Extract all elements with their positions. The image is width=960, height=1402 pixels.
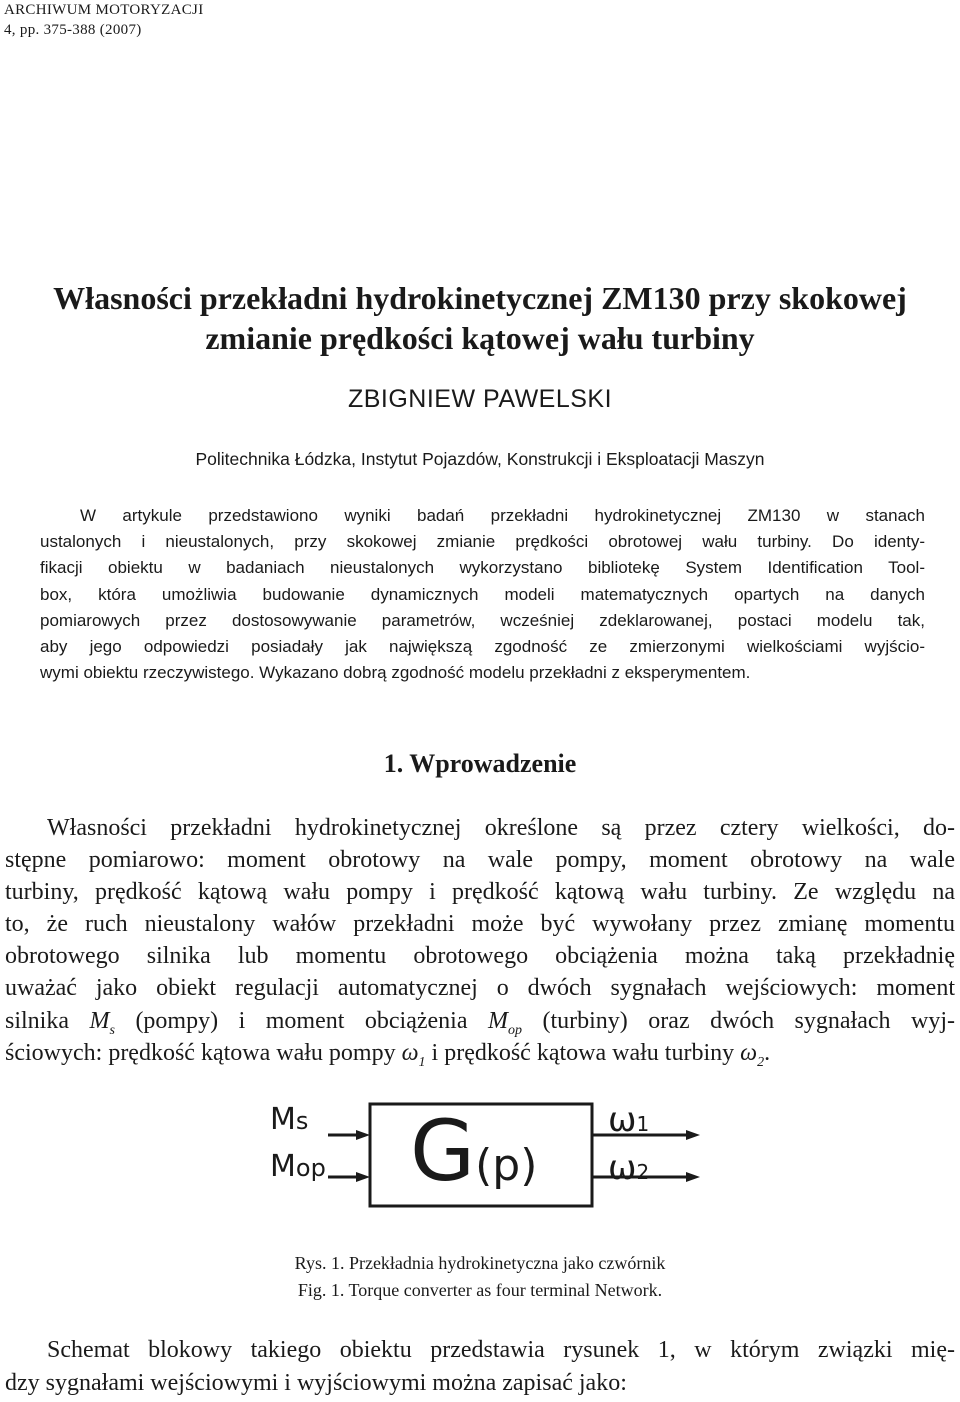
paragraph-line: Schemat blokowy takiego obiektu przedstawia rysunek 1, w którym związki mię- [47, 1337, 955, 1363]
label-subscript: 2 [636, 1160, 650, 1184]
label-letter: M [270, 1149, 296, 1184]
paragraph-line: Własności przekładni hydrokinetycznej określone są przez cztery wielkości, do- [47, 815, 955, 841]
figure-caption-pl: Rys. 1. Przekładnia hydrokinetyczna jako czwórnik [294, 1253, 666, 1273]
paragraph-line [5, 1005, 955, 1037]
label-letter: ω [608, 1100, 637, 1140]
block-label [410, 1096, 537, 1221]
symbol-letter: M [89, 1007, 110, 1034]
label-subscript: op [295, 1154, 326, 1182]
paragraph-line: stępne pomiarowo: moment obrotowy na wale pompy, moment obrotowy na wale [5, 847, 955, 874]
paragraph-line: to, że ruch nieustalony wałów przekładni może być wywołany przez zmianę momentu [5, 911, 955, 938]
paragraph-line: turbiny, prędkość kątową wału pompy i prędkość kątową wału turbiny. Ze względu na [5, 879, 955, 906]
output-label-omega2 [608, 1148, 649, 1188]
abstract-line: pomiarowych przez dostosowywanie parametrów, wcześniej zdeklarowanej, postaci modelu tak, [40, 610, 925, 630]
paragraph-line: obrotowego silnika lub momentu obrotowego obciążenia można taką przekładnię [5, 943, 955, 970]
label-subscript: s [295, 1107, 309, 1135]
label-letter: M [270, 1102, 296, 1137]
symbol-subscript: 1 [418, 1054, 426, 1070]
paper-title [40, 278, 920, 358]
title-line-1: Własności przekładni hydrokinetycznej ZM130 przy skokowej [53, 280, 907, 316]
journal-name: ARCHIWUM MOTORYZACJI [4, 2, 204, 18]
text-run: silnika [5, 1007, 90, 1034]
symbol-mop [488, 1007, 522, 1038]
symbol-letter: M [488, 1007, 508, 1034]
journal-header [4, 0, 203, 40]
output-arrowhead-1 [686, 1130, 700, 1140]
symbol-letter: ω [740, 1039, 758, 1066]
text-run: (turbiny) oraz dwóch sygnałach wyj- [522, 1007, 956, 1034]
figure-caption-en: Fig. 1. Torque converter as four terminal Network. [297, 1280, 663, 1300]
symbol-subscript: 2 [757, 1054, 765, 1070]
block-label-main: G [410, 1102, 476, 1200]
paragraph-line [5, 1037, 955, 1069]
label-subscript: 1 [636, 1112, 650, 1136]
abstract-line: fikacji obiektu w badaniach nieustalonych wykorzystano bibliotekę System Identification Tool- [40, 558, 925, 578]
symbol-omega1 [401, 1039, 426, 1070]
input-arrowhead-1 [356, 1130, 370, 1140]
input-arrowhead-2 [356, 1172, 370, 1182]
section-heading: 1. Wprowadzenie [383, 749, 577, 778]
author-name: ZBIGNIEW PAWELSKI [347, 385, 613, 413]
abstract-line: W artykule przedstawiono wyniki badań przekładni hydrokinetycznej ZM130 w stanach [80, 506, 925, 525]
input-label-mop [270, 1149, 326, 1184]
abstract-line: wymi obiektu rzeczywistego. Wykazano dobrą zgodność modelu przekładni z eksperymentem. [40, 663, 751, 683]
output-label-omega1 [608, 1100, 649, 1140]
text-run: i prędkość kątowa wału turbiny [425, 1039, 741, 1066]
abstract-line: ustalonych i nieustalonych, przy skokowej zmianie prędkości obrotowej wału turbiny. Do identy- [40, 532, 925, 552]
intro-paragraph [5, 812, 955, 1069]
abstract-line: box, która umożliwia budowanie dynamicznych modeli matematycznych opartych na danych [40, 584, 925, 604]
symbol-subscript: op [508, 1022, 522, 1038]
block-label-arg: (p) [475, 1140, 538, 1191]
text-run: (pompy) i moment obciążenia [114, 1007, 488, 1034]
journal-issue: 4, pp. 375-388 (2007) [4, 22, 142, 38]
symbol-ms [89, 1007, 115, 1038]
input-label-ms [270, 1102, 308, 1137]
title-line-2: zmianie prędkości kątowej wału turbiny [205, 320, 755, 356]
symbol-subscript: s [109, 1022, 115, 1038]
output-arrowhead-2 [686, 1172, 700, 1182]
symbol-omega2 [740, 1039, 765, 1070]
abstract [40, 503, 925, 686]
abstract-line: aby jego odpowiedzi posiadały jak największą zgodność ze zmierzonymi wielkościami wyjścio- [40, 637, 925, 657]
author-affiliation: Politechnika Łódzka, Instytut Pojazdów, Konstrukcji i Eksploatacji Maszyn [195, 449, 765, 469]
symbol-letter: ω [401, 1039, 419, 1066]
closing-paragraph [5, 1334, 955, 1400]
text-run: . [764, 1039, 771, 1066]
text-run: ściowych: prędkość kątowa wału pompy [5, 1039, 402, 1066]
block-diagram [250, 1100, 720, 1210]
paragraph-line: dzy sygnałami wejściowymi i wyjściowymi można zapisać jako: [5, 1370, 627, 1396]
paragraph-line: uważać jako obiekt regulacji automatycznej o dwóch sygnałach wejściowych: moment [5, 975, 955, 1002]
label-letter: ω [608, 1148, 637, 1188]
